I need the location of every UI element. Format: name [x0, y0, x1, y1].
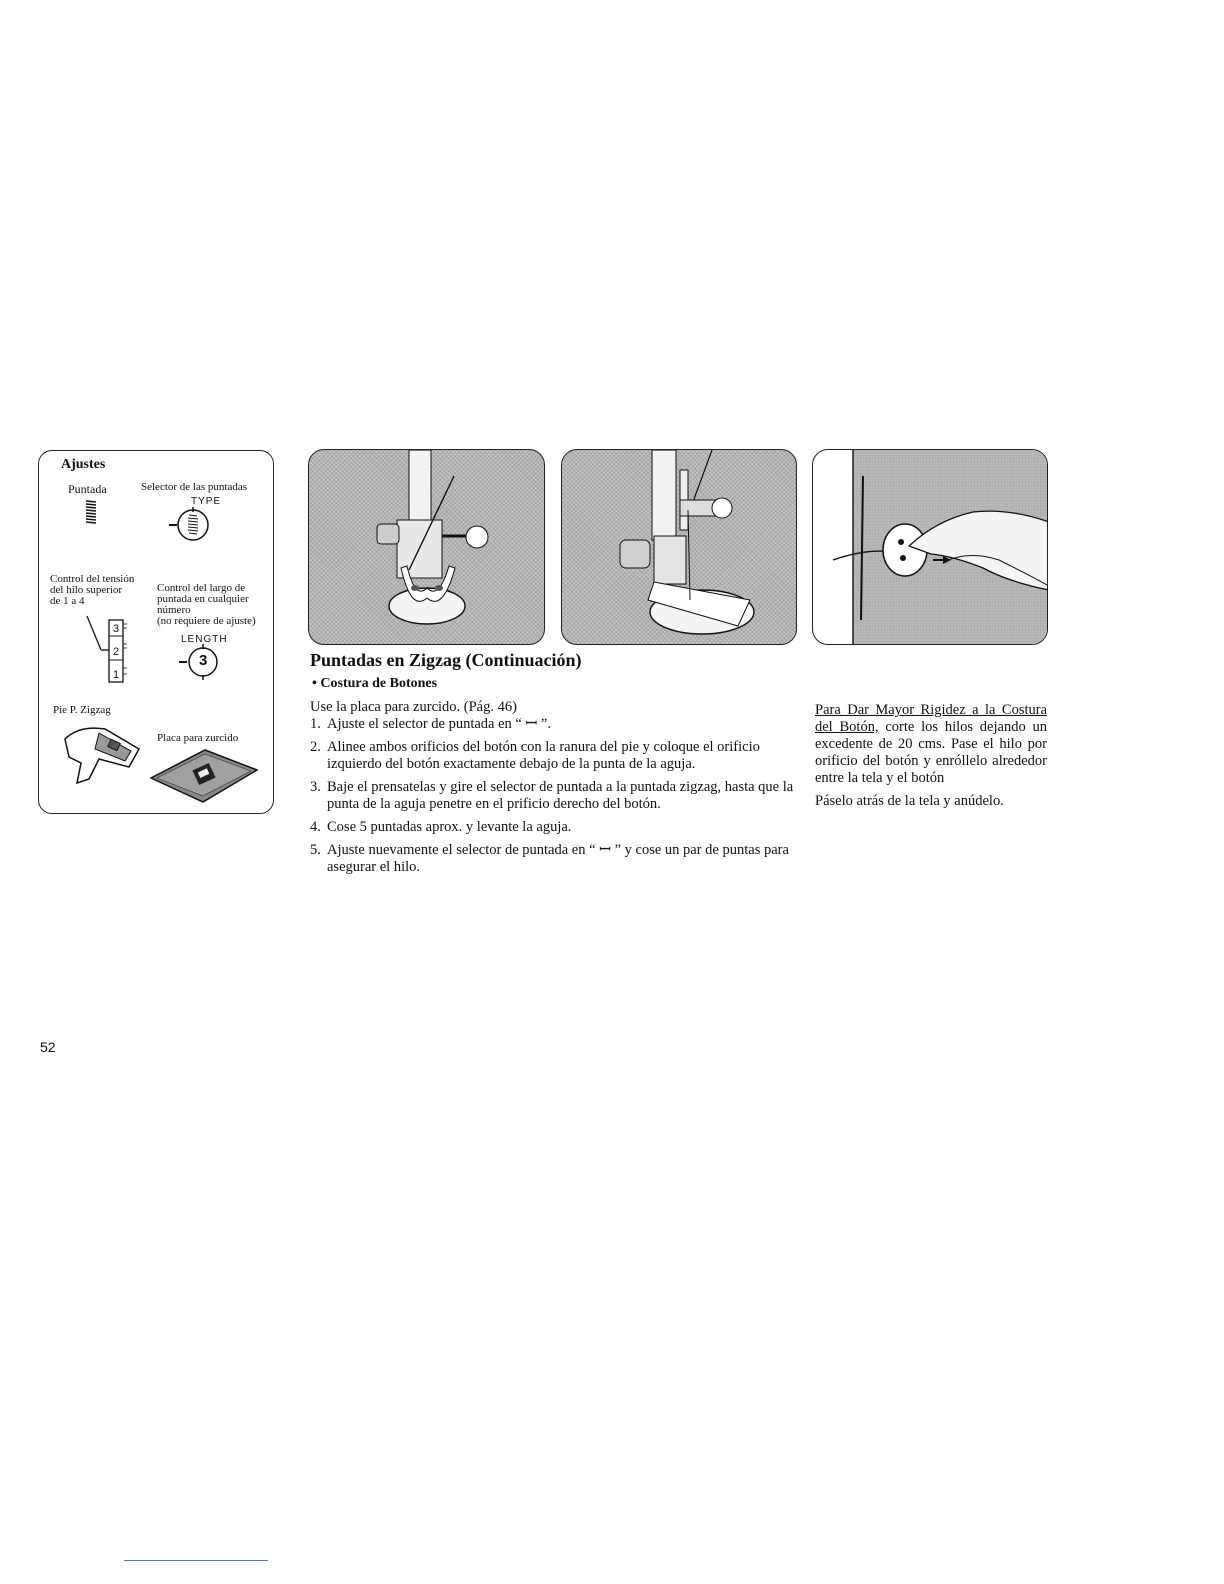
intro-text: Use la placa para zurcido. (Pág. 46) [310, 699, 517, 715]
puntada-label: Puntada [68, 482, 107, 496]
side-note [815, 702, 1047, 816]
selector-label: Selector de las puntadas [141, 481, 247, 493]
section-subheading: • Costura de Botones [312, 676, 438, 691]
button-sewing-photo-2 [561, 449, 797, 645]
tension-value-1: 1 [113, 669, 120, 681]
darning-plate-icon [143, 744, 263, 806]
length-label: LENGTH [181, 634, 228, 645]
tension-label: Control del tensión del hilo superior de 1 a 4 [50, 573, 135, 607]
tension-value-3: 3 [113, 623, 120, 635]
section-heading: Puntadas en Zigzag (Continuación) [310, 650, 582, 670]
zigzag-foot-icon [59, 719, 151, 789]
step-item: 1. Ajuste el selector de puntada en “ ꟷ ”. [310, 716, 551, 732]
type-label: TYPE [191, 496, 222, 507]
zigzag-stitch-icon [81, 499, 101, 527]
page-number: 52 [40, 1039, 56, 1055]
tension-value-2: 2 [113, 646, 120, 658]
pie-label: Pie P. Zigzag [53, 704, 111, 716]
length-control-label: Control del largo de puntada en cualquier número (no requiere de ajuste) [157, 582, 256, 627]
side-note-heading: Para Dar Mayor Rigidez a la Costura del Botón, [815, 702, 1047, 735]
steps-list [310, 716, 800, 882]
length-value: 3 [199, 652, 208, 669]
presser-foot-button-illustration [309, 450, 545, 645]
placa-label: Placa para zurcido [157, 732, 239, 744]
step-item: 4. Cose 5 puntadas aprox. y levante la aguja. [310, 819, 572, 835]
footer-rule [124, 1560, 268, 1561]
stitch-type-dial-icon [167, 507, 213, 543]
hand-knotting-thread-illustration [813, 450, 1048, 645]
button-sewing-photo-1 [308, 449, 545, 645]
zigzag-needle-illustration [562, 450, 797, 645]
ajustes-title: Ajustes [61, 457, 106, 472]
button-knot-photo [812, 449, 1048, 645]
ajustes-panel [38, 450, 274, 814]
step-item: 5. Ajuste nuevamente el selector de puntada en “ ꟷ ” y cose un par de puntas para asegurar el hilo. [310, 842, 789, 875]
step-item: 3. Baje el prensatelas y gire el selector de puntada a la puntada zigzag, hasta que la punta de la aguja penetre en el prificio derecho del botón. [310, 779, 794, 812]
side-note-para-1: Para Dar Mayor Rigidez a la Costura del Botón, corte los hilos dejando un excedente de 20 cms. Pase el hilo por orificio del botón y enróllelo alrededor entre la tela y el botón [815, 702, 1047, 786]
tension-dial-icon [85, 614, 135, 684]
step-item: 2. Alinee ambos orificios del botón con la ranura del pie y coloque el orificio izquierdo del botón exactamente debajo de la punta de la aguja. [310, 739, 760, 772]
side-note-para-2: Páselo atrás de la tela y anúdelo. [815, 793, 1004, 809]
